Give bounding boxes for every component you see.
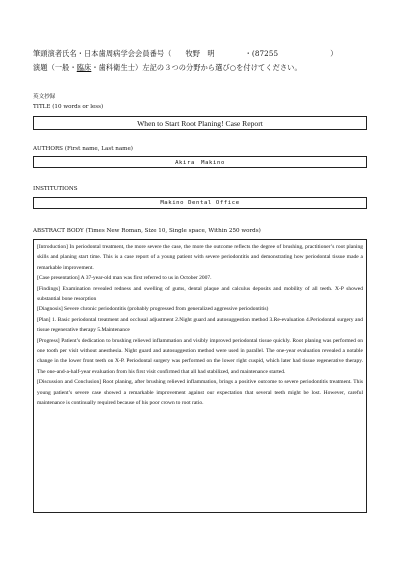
abstract-findings: [Findings] Examination revealed redness and swelling of gums, dental plaque and calculus deposits and mobility of all teeth. X-P showed substantial bone resorption (37, 285, 363, 303)
member-info-line (33, 49, 337, 59)
abstract-diagnosis: [Diagnosis] Severe chronic periodontitis (probably progressed from generalized aggressive periodontitis) (37, 306, 269, 313)
authors-box (33, 156, 367, 168)
member-label: 筆頭演者氏名・日本歯周病学会会員番号（ (33, 49, 172, 58)
abstract-plan: [Plan] 1. Basic periodontal treatment and occlusal adjustment 2.Night guard and autosuggestion method 3.Re-evaluation 4.Periodontal surgery and tissue regenerative therapy 5.Maintenance (37, 316, 363, 334)
field-selection-line (33, 63, 302, 73)
authors-label: AUTHORS (First name, Last name) (33, 146, 133, 152)
abstract-body (33, 239, 367, 513)
abstract-introduction: [Introduction] In periodontal treatment, the more severe the case, the more the outcome reflects the degree of brushing, practitioner’s root planing skills and planing start time. This is a case report of a young patient with severe periodontitis and demonstrating how periodontal tissue made a remarkable improvement. (37, 244, 363, 271)
member-name: 牧野 明 (185, 49, 215, 58)
member-number: ・(87255 (244, 49, 279, 58)
field-post: ・歯科衛生士）左記の３つの分野から選び○を付けてください。 (91, 63, 302, 72)
institutions-value: Makino Dental Office (160, 200, 240, 206)
abstract-label: ABSTRACT BODY (Times New Roman, Size 10, Single space, Within 250 words) (33, 228, 261, 234)
abstract-discussion: [Discussion and Conclusion] Root planing, after brushing relieved inflammation, brings a positive outcome to severe periodontitis treatment. This young patient’s severe case showed a remarkable improvement against our expectation that several teeth might be lost. However, careful maintenance is continually required because of his poor crown to root ratio. (37, 379, 363, 407)
section-heading: 英文抄録 (33, 94, 56, 100)
title-label: TITLE (10 words or less) (33, 104, 104, 110)
field-selected: 臨床 (76, 63, 92, 72)
abstract-progress: [Progress] Patient’s dedication to brushing relieved inflammation and visibly improved periodontal tissue quickly. Root planing was performed on one tooth per visit without anesthesia. Night guard and autosuggestion method were used in parallel. The one-year evaluation revealed a notable change in the lower front teeth on X-P. Periodontal surgery was performed on the lower right cuspid, which later had tissue regenerative therapy. The one-and-a-half-year evaluation from his first visit confirmed that all had stabilized, and maintenance started. (37, 337, 363, 375)
member-close: ） (330, 49, 338, 58)
field-pre: 演題（一般・ (33, 63, 77, 72)
abstract-case-presentation: [Case presentation] A 37-year-old man was first referred to us in October 2007. (37, 275, 212, 282)
authors-value: Akira Makino (175, 160, 225, 166)
institutions-label: INSTITUTIONS (33, 186, 78, 192)
institutions-box (33, 197, 367, 209)
title-box (33, 116, 367, 130)
title-value: When to Start Root Planing! Case Report (137, 118, 263, 128)
